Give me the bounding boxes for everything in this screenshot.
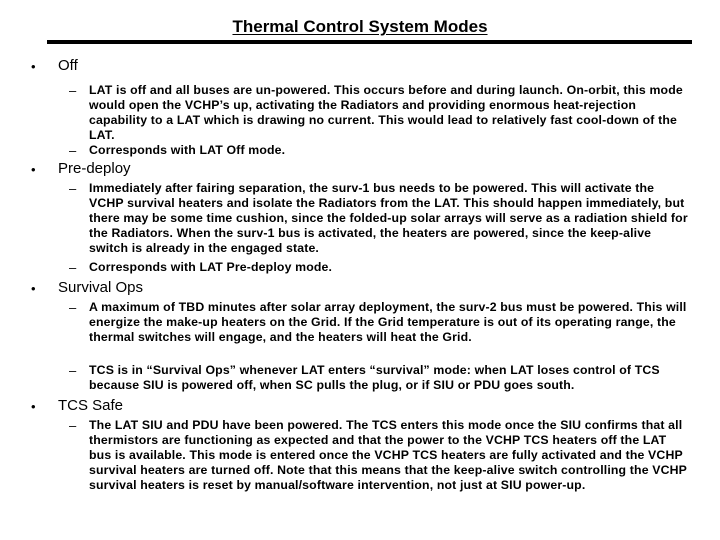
page-title: Thermal Control System Modes <box>232 17 488 36</box>
list-item: Corresponds with LAT Off mode. <box>89 143 286 157</box>
dash-icon: – <box>69 143 77 158</box>
section-heading-off: Off <box>58 57 78 74</box>
dash-icon: – <box>69 83 77 98</box>
bullet-icon: • <box>31 399 36 414</box>
title-divider <box>47 40 692 44</box>
bullet-icon: • <box>31 59 36 74</box>
section-heading-pre-deploy: Pre-deploy <box>58 160 131 177</box>
dash-icon: – <box>69 300 77 315</box>
dash-icon: – <box>69 260 77 275</box>
list-item: A maximum of TBD minutes after solar array deployment, the surv-2 bus must be powered. This will energize the make-up heaters on the Grid. If the Grid temperature is out of its operating range, the thermal switches will engage, and the heaters will heat the Grid. <box>89 300 687 344</box>
list-item: LAT is off and all buses are un-powered. This occurs before and during launch. On-orbit, this mode would open the VCHP’s up, activating the Radiators and providing enormous heat-rejection capability to a LAT which is drawing no current. This would lead to relatively fast cool-down of the LAT. <box>89 83 683 142</box>
section-heading-tcs-safe: TCS Safe <box>58 397 124 414</box>
dash-icon: – <box>69 363 77 378</box>
dash-icon: – <box>69 181 77 196</box>
dash-icon: – <box>69 418 77 433</box>
list-item: Corresponds with LAT Pre-deploy mode. <box>89 260 333 274</box>
list-item: The LAT SIU and PDU have been powered. The TCS enters this mode once the SIU confirms that all thermistors are functioning as expected and that the power to the VCHP TCS heaters off the LAT bus is available. This mode is entered once the VCHP TCS heaters are fully activated and the VCHP survival heaters are turned off. Note that this means that the keep-alive switch controlling the VCHP survival heaters is reset by manual/software intervention, not just at SIU power-up. <box>89 418 687 492</box>
section-heading-survival-ops: Survival Ops <box>58 279 144 296</box>
bullet-icon: • <box>31 162 36 177</box>
list-item: Immediately after fairing separation, the surv-1 bus needs to be powered. This will activate the VCHP survival heaters and isolate the Radiators from the LAT. This should happen immediately, but there may be some time cushion, since the folded-up solar arrays will serve as a radiation shield for the Radiators. When the surv-1 bus is activated, the heaters are powered, since the keep-alive switch is already in the engaged state. <box>89 181 688 255</box>
bullet-icon: • <box>31 281 36 296</box>
list-item: TCS is in “Survival Ops” whenever LAT enters “survival” mode: when LAT loses control of TCS because SIU is powered off, when SC pulls the plug, or if SIU or PDU goes south. <box>89 363 660 392</box>
